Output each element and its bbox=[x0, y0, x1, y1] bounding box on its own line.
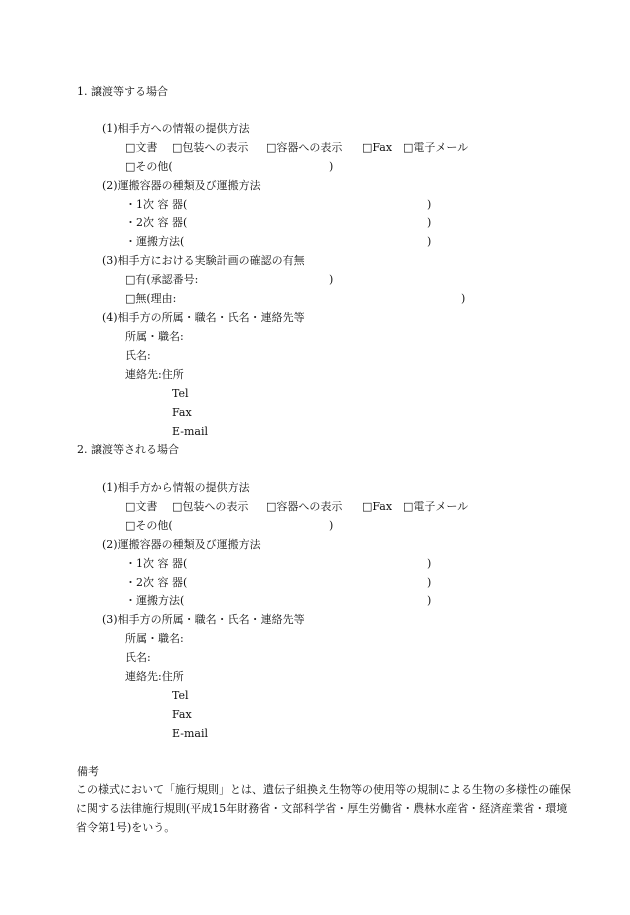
primary-container-label: ・1次 容 器( bbox=[125, 557, 188, 570]
section2-heading: 2. 譲渡等される場合 bbox=[77, 443, 179, 456]
checkbox-document[interactable]: □文書 bbox=[125, 500, 158, 513]
other-close-paren: ) bbox=[329, 519, 334, 532]
remarks-text: この様式において「施行規則」とは、遺伝子組換え生物等の使用等の規制による生物の多様性の確保に関する法律施行規則(平成15年財務省・文部科学省・厚生労働省・農林水産省・経済産業省・環境省令第1号)をいう。 bbox=[76, 783, 571, 834]
checkbox-package-label[interactable]: □包装への表示 bbox=[172, 141, 249, 154]
name-label: 氏名: bbox=[125, 651, 151, 664]
section2-item2-title: (2)運搬容器の種類及び運搬方法 bbox=[102, 538, 261, 551]
section1-item4-title: (4)相手方の所属・職名・氏名・連絡先等 bbox=[102, 311, 305, 324]
remarks-heading: 備考 bbox=[77, 765, 99, 778]
section1-item1-title: (1)相手方への情報の提供方法 bbox=[102, 122, 250, 135]
secondary-container-label: ・2次 容 器( bbox=[125, 216, 188, 229]
primary-container-label: ・1次 容 器( bbox=[125, 198, 188, 211]
section1-heading: 1. 譲渡等する場合 bbox=[77, 85, 168, 98]
checkbox-email[interactable]: □電子メール bbox=[403, 500, 469, 513]
section2-item3-title: (3)相手方の所属・職名・氏名・連絡先等 bbox=[102, 613, 305, 626]
transport-method-label: ・運搬方法( bbox=[125, 594, 185, 607]
name-label: 氏名: bbox=[125, 349, 151, 362]
primary-close-paren: ) bbox=[427, 557, 432, 570]
checkbox-other[interactable]: □その他( bbox=[125, 160, 173, 173]
email-label: E-mail bbox=[172, 727, 208, 740]
approval-close-paren: ) bbox=[329, 273, 334, 286]
affiliation-label: 所属・職名: bbox=[125, 330, 184, 343]
secondary-close-paren: ) bbox=[427, 576, 432, 589]
checkbox-fax[interactable]: □Fax bbox=[362, 141, 393, 154]
transport-method-label: ・運搬方法( bbox=[125, 235, 185, 248]
secondary-container-label: ・2次 容 器( bbox=[125, 576, 188, 589]
checkbox-package-label[interactable]: □包装への表示 bbox=[172, 500, 249, 513]
affiliation-label: 所属・職名: bbox=[125, 632, 184, 645]
checkbox-container-label[interactable]: □容器への表示 bbox=[266, 141, 343, 154]
section1-item2-title: (2)運搬容器の種類及び運搬方法 bbox=[102, 179, 261, 192]
checkbox-other[interactable]: □その他( bbox=[125, 519, 173, 532]
section2-item1-title: (1)相手方から情報の提供方法 bbox=[102, 481, 250, 494]
tel-label: Tel bbox=[172, 387, 189, 400]
checkbox-fax[interactable]: □Fax bbox=[362, 500, 393, 513]
fax-label: Fax bbox=[172, 708, 192, 721]
primary-close-paren: ) bbox=[427, 198, 432, 211]
reason-close-paren: ) bbox=[461, 292, 466, 305]
contact-address-label: 連絡先:住所 bbox=[125, 368, 184, 381]
section1-item3-title: (3)相手方における実験計画の確認の有無 bbox=[102, 254, 305, 267]
checkbox-document[interactable]: □文書 bbox=[125, 141, 158, 154]
fax-label: Fax bbox=[172, 406, 192, 419]
checkbox-no-reason[interactable]: □無(理由: bbox=[125, 292, 177, 305]
contact-address-label: 連絡先:住所 bbox=[125, 670, 184, 683]
secondary-close-paren: ) bbox=[427, 216, 432, 229]
transport-close-paren: ) bbox=[427, 594, 432, 607]
transport-close-paren: ) bbox=[427, 235, 432, 248]
checkbox-email[interactable]: □電子メール bbox=[403, 141, 469, 154]
checkbox-container-label[interactable]: □容器への表示 bbox=[266, 500, 343, 513]
tel-label: Tel bbox=[172, 689, 189, 702]
other-close-paren: ) bbox=[329, 160, 334, 173]
email-label: E-mail bbox=[172, 425, 208, 438]
checkbox-yes-approval[interactable]: □有(承認番号: bbox=[125, 273, 199, 286]
